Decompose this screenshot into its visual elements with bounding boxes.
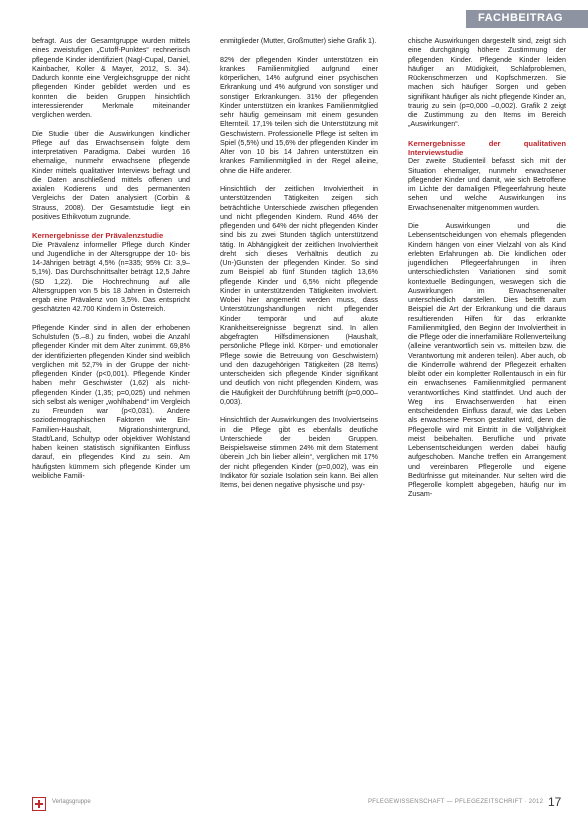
section-heading: Kernergebnisse der Prävalenzstudie [32,231,164,241]
journal-title: PFLEGEWISSENSCHAFT — PFLEGEZEITSCHRIFT · 2012 [368,799,544,805]
paragraph: chische Auswirkungen dargestellt sind, zeigt sich eine durchgängig höhere Zustimmung der pflegenden Kinder. Pflegende Kinder leiden häufiger an Müdigkeit, Schlafproblemen, Rückenschmerzen und Kopfschmerzen. Sie machen sich häufiger Sorgen und geben signifikant häufiger als nicht pflegende Kinder an, traurig zu sein (p=0,000 –0,002). Grafik 2 zeigt die Zustimmung zu den Items im Bereich „Auswirkungen“. [408,37,566,129]
paragraph: Die Prävalenz informeller Pflege durch Kinder und Jugendliche in der Altersgruppe der 10- bis 14-Jährigen beträgt 4,5% (n=335; 95% CI: 3,9–5,1%). Das Durchschnittsalter beträgt 12,5 Jahre (SD 1,22). Die Hochrechnung auf alle Altersgruppen von 5 bis 18 Jahren in Österreich ergab eine Prävalenz von 3,5%. Das entspricht geschätzten 42.700 Kindern in Österreich. [32,240,190,314]
paragraph: Pflegende Kinder sind in allen der erhobenen Schulstufen (5.–8.) zu finden, wobei die Anzahl pflegender Kinder mit dem Alter zunimmt. 69,8% der identifizierten pflegenden Kinder sind weiblich verglichen mit 52,7% in der Gruppe der nicht-pflegenden Kinder (p<0,001). Pflegende Kinder haben mehr Geschwister (1,62) als nicht-pflegenden Kinder (1,35; p=0,025) und nehmen sich selbst als weniger „wohlhabend“ im Vergleich zu Freunden war (p<0,031). Andere soziodemographischen Faktoren wie Ein-Familien-Haushalt, Migrationshintergrund, Stadt/Land, Schultyp oder objektiver Wohlstand haben keinen statistisch signifikanten Einfluss darauf, ein pflegendes Kind zu sein. Am häufigsten kümmern sich pflegende Kinder um weibliche Famili- [32,323,190,480]
section-header-bar [0,0,588,28]
paragraph: Die Auswirkungen und die Lebensentscheidungen von ehemals pflegenden Kindern hängen von einer Vielzahl von als Kind erlebten Erfahrungen ab. Die kindlichen oder jugendlichen Pflegeerfahrungen in ihren unterschiedlichsten Variationen sind somit kontextuelle Bedingungen, weswegen sich die Auswirkungen im Erwachsenenalter unterschiedlich darstellen. Dies betrifft zum Beispiel die Art der Erkrankung und die daraus resultierenden Hilfen für das erkrankte Familienmitglied, den Beginn der Involviertheit in die Pflege oder die innerfamiliäre Rollenverteilung (alleine verantwortlich sein vs. mitteilen bzw. die Verantwortung mit anderen teilen). Aber auch, ob die Kinderrolle während der Pflegezeit erhalten bleibt oder ein kompletter Rollentausch in ein für ein erwachsenes Familienmitglied permanent verantwortliches Kind stattfindet. Und auch der Weg ins Erwachsenwerden hat einen entscheidenden Einfluss darauf, wie das Leben als erwachsene Person gestaltet wird, denn die Pflegerolle wird mit Eintritt in die Volljährigkeit meist beibehalten. Berufliche und private Lebensentscheidungen werden dabei häufig aufgeschoben. Manche treffen ein Arrangement und vereinbaren Pflegerolle und eigene Bedürfnisse gut miteinander. Nur selten wird die Pflegerolle komplett abgegeben, häufig nur im Zusam- [408,222,566,499]
paragraph: Hinsichtlich der zeitlichen Involviertheit in unterstützenden Tätigkeiten zeigen sich beträchtliche Unterschiede zwischen pflegenden und nicht pflegenden Kindern. Rund 46% der pflegenden und 64% der nicht pflegenden Kinder sind bis zu zwei Stunden täglich unterstützend tätig. In Abhängigkeit der zeitlichen Involviertheit dreht sich dieses Verhältnis deutlich zu (Un-)Gunsten der pflegenden Kinder. So sind zum Beispiel ab fünf Stunden täglich 13,6% pflegende Kinder und 6,5% nicht pflegende Kinder in unterstützenden Tätigkeiten involviert. Wobei hier angemerkt werden muss, dass Unterstützungshandlungen nicht pflegender Kinder temporär und auf akute Krankheitsereignisse begrenzt sind. In allen abgefragten Hilfsdimensionen (Haushalt, persönliche Pflege inkl. Körper- und emotionaler Pflege sowie die Betreuung von Geschwistern) und den dazugehörigen Tätigkeiten (28 Items) unterscheiden sich pflegende Kinder signifikant und deutlich von nicht pflegenden Kindern, was die Häufigkeit der Durchführung betrifft (p=0,000–0,003). [220,185,378,406]
publisher-name: Verlagsgruppe [52,799,91,805]
section-label: FACHBEITRAG [478,12,563,24]
paragraph: 82% der pflegenden Kinder unterstützen ein krankes Familienmitglied aufgrund einer körperlichen, 14% aufgrund einer psychischen Erkrankung und 4% aufgrund von sonstiger und sonstiger Erkrankungen. 31% der pflegenden Kinder unterstützen ein krankes Familienmitglied sehr häufig gemeinsam mit einem gesunden Elternteil. 17,1% teilen sich die Unterstützung mit Geschwistern. Professionelle Pflege ist selten im Spiel (5,5%) und 15,6% der pflegenden Kinder im Alter von 10 bis 14 Jahren unterstützen ein krankes Familienmitglied in der Regel alleine, ohne die Hilfe anderer. [220,55,378,175]
page-footer [0,795,588,825]
paragraph: Der zweite Studienteil befasst sich mit der Situation ehemaliger, nunmehr erwachsener pflegender Kinder und damit, wie sich Betroffene im Lichte der damaligen Pflegeerfahrung heute sehen und welche Auswirkungen ins Erwachsenenalter mitgenommen wurden. [408,157,566,212]
paragraph: Die Studie über die Auswirkungen kindlicher Pflege auf das Erwachsensein folgte dem interpretativen Paradigma. Dabei wurden 16 ehemalige, nunmehr erwachsene pflegende Kinder mittels qualitativer Interviews befragt und die Daten anschließend mittels offenen und axialen Kodierens und des permanenten Vergleichs der Daten analysiert (Corbin & Strauss, 2008). Der Gesamtstudie liegt ein positives Ethikvotum zugrunde. [32,129,190,221]
publisher-logo-icon [32,797,46,811]
page-number: 17 [548,795,562,809]
text-column-1 [32,37,190,490]
text-column-3 [408,37,566,509]
section-heading: Kernergebnisse der qualitativen Interviewstudie [408,138,566,157]
paragraph: befragt. Aus der Gesamtgruppe wurden mittels eines zweistufigen „Cutoff-Punktes“ rechnerisch pflegende Kinder identifiziert (Nagl-Cupal, Daniel, Kainbacher, Koller & Mayer, 2012, S. 34). Dadurch konnte eine Vergleichsgruppe der nicht pflegenden Kinder gebildet werden und es konnten die beiden Gruppen hinsichtlich interessierender Merkmale miteinander verglichen werden. [32,37,190,119]
paragraph: Hinsichtlich der Auswirkungen des Involviertseins in die Pflege gibt es ebenfalls deutliche Unterschiede der beiden Gruppen. Beispielsweise stimmen 24% mit dem Statement überein „Ich bin lieber allein“, verglichen mit 17% der nicht pflegenden Kinder (p=0,002), was ein Indikator für soziale Isolation sein kann. Bei allen Items, bei denen negative physische und psy- [220,416,378,489]
text-column-2 [220,37,378,500]
paragraph: enmitglieder (Mutter, Großmutter) siehe Grafik 1). [220,37,377,45]
